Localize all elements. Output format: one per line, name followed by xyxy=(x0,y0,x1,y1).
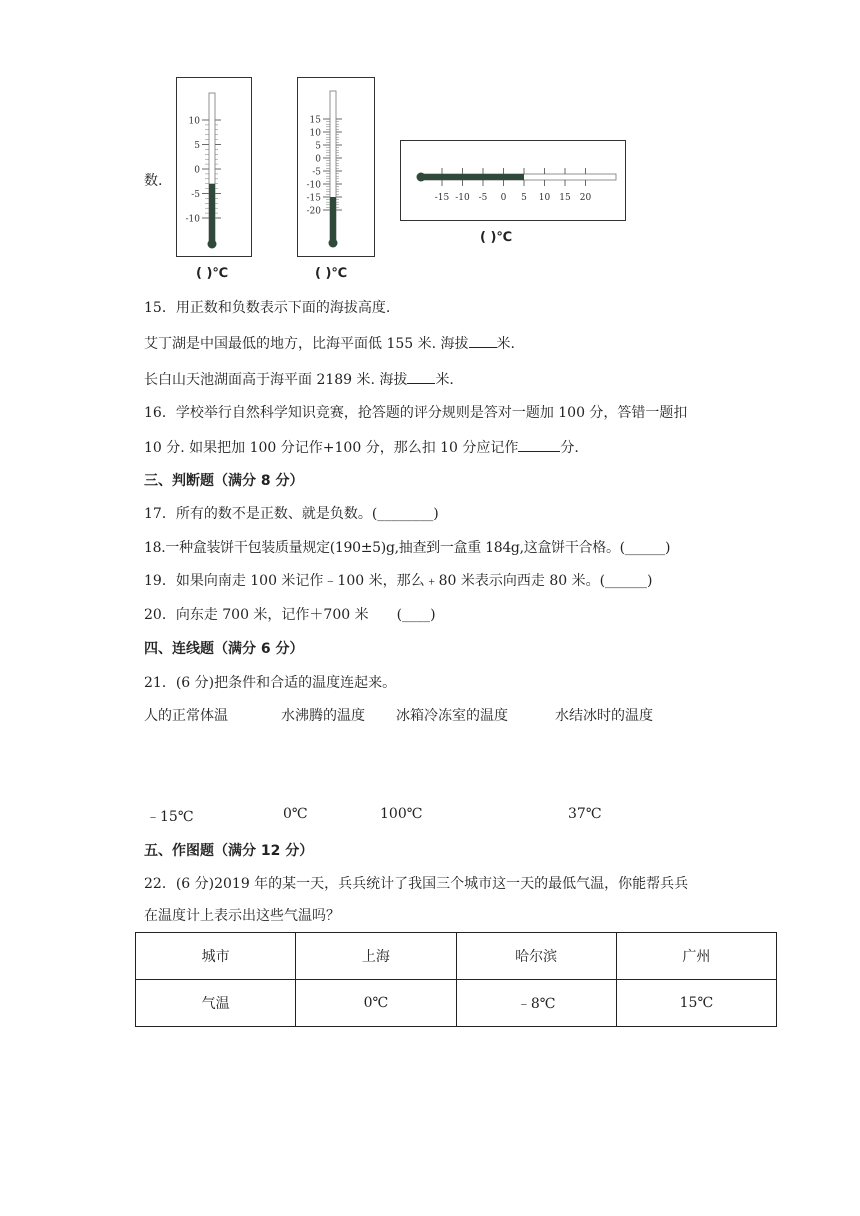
table-cell: 哈尔滨 xyxy=(456,933,616,980)
tick-label: -5 xyxy=(312,167,321,178)
tick-label: -10 xyxy=(185,214,200,225)
thermometer-2 xyxy=(297,77,375,257)
thermometer-3-mercury xyxy=(420,174,524,180)
table-cell: 广州 xyxy=(616,933,776,980)
table-cell: ﹣8℃ xyxy=(456,980,616,1027)
thermometer-2-answer: ( )℃ xyxy=(315,266,348,281)
q18: 18.一种盒装饼干包装质量规定(190±5)g,抽查到一盒重 184g,这盒饼干合格。(______) xyxy=(144,540,671,556)
table-row xyxy=(136,980,777,1027)
q21-temp-3[interactable]: 100℃ xyxy=(380,806,423,822)
table-cell: 城市 xyxy=(136,933,296,980)
q16-line-1: 16．学校举行自然科学知识竞赛，抢答题的评分规则是答对一题加 100 分，答错一题扣 xyxy=(144,405,688,421)
tick-label: -5 xyxy=(191,190,200,200)
thermometer-1 xyxy=(176,77,252,257)
tick-label: 15 xyxy=(309,115,321,126)
tick-label: -20 xyxy=(306,206,321,217)
tick-label: 0 xyxy=(500,193,507,203)
section-3-heading: 三、判断题（满分 8 分） xyxy=(144,473,304,489)
q15-part-a xyxy=(144,333,515,353)
section-5-heading: 五、作图题（满分 12 分） xyxy=(144,843,314,859)
thermometer-3-bulb xyxy=(417,173,426,182)
tick-label: -10 xyxy=(306,180,321,191)
tick-label: -5 xyxy=(478,193,488,203)
q16-line-2 xyxy=(144,437,579,457)
table-cell: 15℃ xyxy=(616,980,776,1027)
thermometer-2-mercury xyxy=(330,197,336,241)
tick-label: 15 xyxy=(559,193,571,203)
q15-blank-b[interactable] xyxy=(407,369,435,384)
q15-part-b xyxy=(144,369,454,389)
thermometer-3 xyxy=(400,140,626,221)
tick-label: 5 xyxy=(521,193,527,203)
q21-option-3[interactable]: 冰箱冷冻室的温度 xyxy=(396,708,508,724)
tick-label: -15 xyxy=(434,193,450,203)
q15-stem: 15．用正数和负数表示下面的海拔高度. xyxy=(144,300,391,316)
thermometer-3-answer: ( )℃ xyxy=(480,230,513,245)
thermometer-1-mercury xyxy=(209,184,215,243)
q21-temp-2[interactable]: 0℃ xyxy=(283,806,308,822)
q21-temp-4[interactable]: 37℃ xyxy=(568,806,602,822)
q21-temp-1[interactable]: ﹣15℃ xyxy=(146,809,194,825)
q15-part-a-text: 艾丁湖是中国最低的地方，比海平面低 155 米. 海拔 xyxy=(144,336,469,352)
q16-line-2-text: 10 分. 如果把加 100 分记作+100 分，那么扣 10 分应记作 xyxy=(144,440,519,456)
table-cell: 0℃ xyxy=(296,980,456,1027)
tick-label: 10 xyxy=(188,116,200,127)
table-cell: 气温 xyxy=(136,980,296,1027)
q21-option-1[interactable]: 人的正常体温 xyxy=(144,708,228,724)
q22-line-1: 22．(6 分)2019 年的某一天，兵兵统计了我国三个城市这一天的最低气温，你能帮兵兵 xyxy=(144,876,689,892)
tick-label: 0 xyxy=(194,165,200,176)
section-4-heading: 四、连线题（满分 6 分） xyxy=(144,641,304,657)
tick-label: 20 xyxy=(579,193,592,203)
q15-blank-a[interactable] xyxy=(469,333,497,348)
tick-label: 10 xyxy=(538,193,551,203)
tick-label: 5 xyxy=(315,141,321,152)
table-cell: 上海 xyxy=(296,933,456,980)
thermometer-2-bulb xyxy=(329,239,338,248)
q15-part-b-unit: 米. xyxy=(435,372,454,388)
tick-label: -15 xyxy=(306,193,321,204)
q20: 20．向东走 700 米，记作＋700 米 (____) xyxy=(144,607,436,623)
q21-option-2[interactable]: 水沸腾的温度 xyxy=(281,708,365,724)
q22-line-2: 在温度计上表示出这些气温吗？ xyxy=(144,908,340,924)
q17: 17．所有的数不是正数、就是负数。(________) xyxy=(144,506,439,522)
thermometer-1-bulb xyxy=(208,240,217,249)
q16-line-2-unit: 分. xyxy=(560,440,579,456)
tick-label: 10 xyxy=(309,128,321,139)
q21-option-4[interactable]: 水结冰时的温度 xyxy=(555,708,653,724)
q15-part-a-unit: 米. xyxy=(496,336,515,352)
q15-part-b-text: 长白山天池湖面高于海平面 2189 米. 海拔 xyxy=(144,372,408,388)
intro-text: 数. xyxy=(144,173,163,189)
q16-blank[interactable] xyxy=(518,437,560,452)
q21-stem: 21．(6 分)把条件和合适的温度连起来。 xyxy=(144,675,397,691)
tick-label: -10 xyxy=(455,193,470,203)
table-header-row xyxy=(136,933,777,980)
tick-label: 0 xyxy=(315,154,321,165)
q19: 19．如果向南走 100 米记作﹣100 米，那么﹢80 米表示向西走 80 米。(______) xyxy=(144,573,653,589)
thermometer-1-answer: ( )℃ xyxy=(196,266,229,281)
tick-label: 5 xyxy=(194,141,200,151)
city-temperature-table xyxy=(135,932,777,1027)
